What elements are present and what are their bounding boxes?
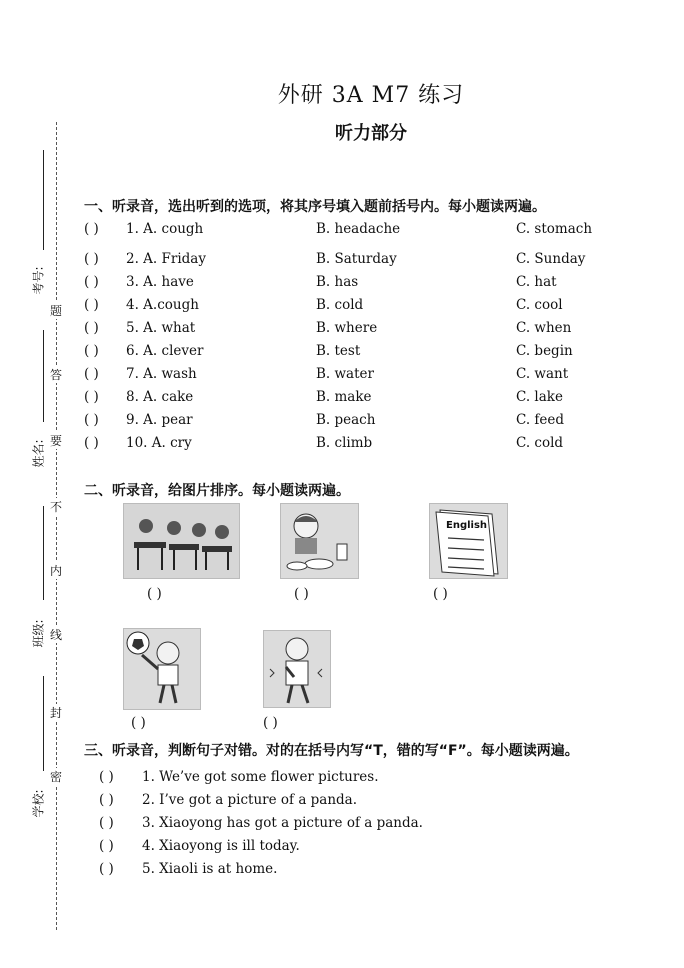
option-a: 3. A. have	[126, 274, 194, 290]
judge-answer-paren[interactable]: ( )	[99, 792, 114, 808]
judge-answer-paren[interactable]: ( )	[99, 815, 114, 831]
answer-paren[interactable]: ( )	[84, 343, 99, 359]
answer-paren[interactable]: ( )	[84, 297, 99, 313]
answer-paren[interactable]: ( )	[84, 274, 99, 290]
binding-char: 题	[50, 304, 63, 318]
option-a: 6. A. clever	[126, 343, 204, 359]
option-b: B. Saturday	[316, 251, 397, 267]
binding-char: 封	[50, 706, 63, 720]
school-label: 学校:	[31, 789, 46, 818]
option-a: 4. A.cough	[126, 297, 199, 313]
option-c: C. cold	[516, 435, 564, 451]
option-b: B. peach	[316, 412, 376, 428]
binding-char: 不	[50, 500, 63, 514]
boy-football-picture	[123, 628, 201, 710]
picture-answer-paren[interactable]: ( )	[433, 586, 448, 602]
option-c: C. cool	[516, 297, 563, 313]
name-label: 姓名:	[31, 439, 46, 468]
judge-answer-paren[interactable]: ( )	[99, 838, 114, 854]
option-c: C. hat	[516, 274, 557, 290]
option-c: C. want	[516, 366, 569, 382]
class-line	[43, 506, 44, 600]
judge-answer-paren[interactable]: ( )	[99, 769, 114, 785]
answer-paren[interactable]: ( )	[84, 366, 99, 382]
exam-number-label: 考号:	[31, 266, 46, 295]
judge-sentence: 4. Xiaoyong is ill today.	[142, 838, 300, 854]
english-test-picture	[429, 503, 508, 579]
binding-char: 答	[50, 368, 63, 382]
page-title: 外研 3A M7 练习	[277, 83, 465, 108]
option-b: B. where	[316, 320, 378, 336]
answer-paren[interactable]: ( )	[84, 389, 99, 405]
answer-paren[interactable]: ( )	[84, 221, 99, 237]
class-label: 班级:	[31, 619, 46, 648]
option-c: C. begin	[516, 343, 573, 359]
english-paper-label: English	[446, 520, 488, 531]
option-c: C. Sunday	[516, 251, 586, 267]
section3-heading: 三、听录音，判断句子对错。对的在括号内写“T，错的写“F”。每小题读两遍。	[84, 743, 579, 759]
answer-paren[interactable]: ( )	[84, 320, 99, 336]
section2-heading: 二、听录音，给图片排序。每小题读两遍。	[84, 483, 350, 499]
answer-paren[interactable]: ( )	[84, 251, 99, 267]
option-b: B. climb	[316, 435, 373, 451]
exam-number-line	[43, 150, 44, 250]
name-line	[43, 330, 44, 422]
option-a: 5. A. what	[126, 320, 196, 336]
option-a: 10. A. cry	[126, 435, 192, 451]
picture-answer-paren[interactable]: ( )	[263, 715, 278, 731]
option-c: C. lake	[516, 389, 563, 405]
option-b: B. water	[316, 366, 374, 382]
option-c: C. stomach	[516, 221, 593, 237]
option-b: B. cold	[316, 297, 364, 313]
sick-boy-picture	[263, 630, 331, 708]
classroom-picture	[123, 503, 240, 579]
option-a: 8. A. cake	[126, 389, 194, 405]
option-b: B. headache	[316, 221, 401, 237]
school-line	[43, 676, 44, 771]
option-a: 9. A. pear	[126, 412, 193, 428]
option-b: B. has	[316, 274, 359, 290]
option-a: 2. A. Friday	[126, 251, 206, 267]
option-b: B. make	[316, 389, 372, 405]
judge-sentence: 5. Xiaoli is at home.	[142, 861, 278, 877]
answer-paren[interactable]: ( )	[84, 412, 99, 428]
picture-answer-paren[interactable]: ( )	[294, 586, 309, 602]
answer-paren[interactable]: ( )	[84, 435, 99, 451]
judge-sentence: 3. Xiaoyong has got a picture of a panda.	[142, 815, 423, 831]
boy-eating-picture	[280, 503, 359, 579]
page-subtitle: 听力部分	[335, 123, 407, 144]
binding-char: 线	[50, 628, 63, 642]
binding-char: 内	[50, 564, 63, 578]
binding-dashed-line	[56, 122, 57, 930]
option-a: 1. A. cough	[126, 221, 204, 237]
judge-sentence: 2. I’ve got a picture of a panda.	[142, 792, 358, 808]
binding-char: 密	[50, 770, 63, 784]
judge-sentence: 1. We’ve got some flower pictures.	[142, 769, 379, 785]
section1-heading: 一、听录音，选出听到的选项，将其序号填入题前括号内。每小题读两遍。	[84, 199, 546, 215]
option-c: C. when	[516, 320, 572, 336]
option-b: B. test	[316, 343, 361, 359]
picture-answer-paren[interactable]: ( )	[131, 715, 146, 731]
picture-answer-paren[interactable]: ( )	[147, 586, 162, 602]
binding-char: 要	[50, 434, 63, 448]
option-c: C. feed	[516, 412, 565, 428]
option-a: 7. A. wash	[126, 366, 197, 382]
judge-answer-paren[interactable]: ( )	[99, 861, 114, 877]
